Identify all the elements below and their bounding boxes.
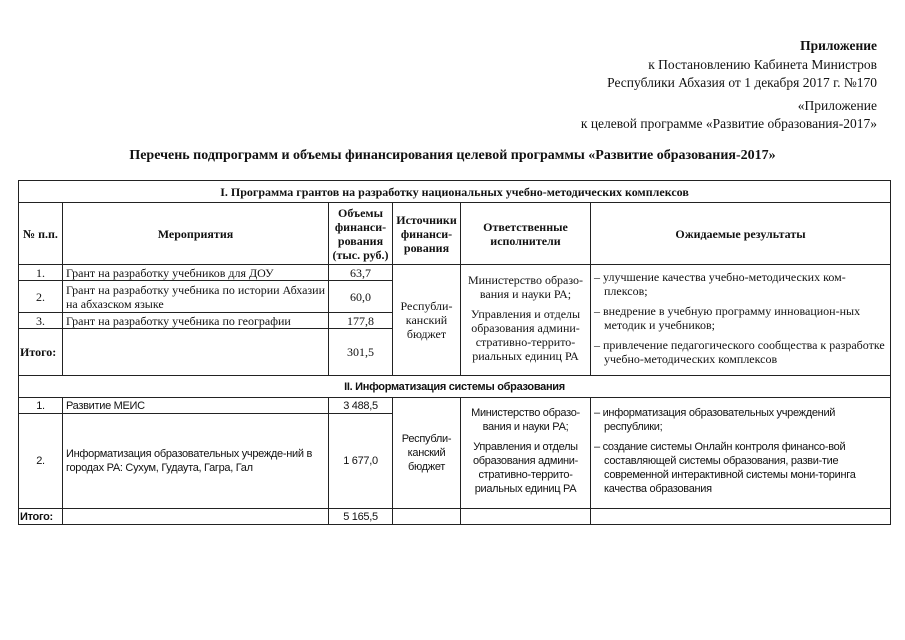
- expected-results: [591, 398, 891, 509]
- table-row: [19, 398, 891, 414]
- funding-source: Республи-канский бюджет: [393, 398, 461, 509]
- row-num: 2.: [19, 281, 63, 313]
- total-label: Итого:: [19, 509, 63, 525]
- expected-results: [591, 265, 891, 376]
- row-num: 2.: [19, 414, 63, 509]
- appendix-heading: Приложение: [800, 38, 877, 53]
- responsible-item: Министерство образо-вания и науки РА;: [471, 407, 580, 433]
- row-amount: 60,0: [329, 281, 393, 313]
- responsible-item: Управления и отделы образования админи-стративно-террито-риальных единиц РА: [470, 307, 581, 363]
- appendix-line: Республики Абхазия от 1 декабря 2017 г. №170: [607, 75, 877, 90]
- row-amount: 1 677,0: [329, 414, 393, 509]
- result-item: – создание системы Онлайн контроля финансо-вой составляющей системы образования, разви-тие современной интерактивной системы мони-торинга качества образования: [594, 441, 856, 495]
- total-label: Итого:: [19, 329, 63, 376]
- result-item: – улучшение качества учебно-методических ком-плексов;: [594, 270, 846, 298]
- result-item: – внедрение в учебную программу инновацион-ных методик и учебников;: [594, 304, 861, 332]
- row-num: 1.: [19, 265, 63, 281]
- appendix-heading-2: «Приложение: [797, 98, 877, 113]
- row-activity: Грант на разработку учебника по географии: [63, 313, 329, 329]
- total-amount: 5 165,5: [329, 509, 393, 525]
- result-item: – информатизация образовательных учреждений республики;: [594, 407, 836, 433]
- section-title: I. Программа грантов на разработку национальных учебно-методических комплексов: [19, 181, 891, 203]
- col-header-source: Источники финанси-рования: [393, 203, 461, 265]
- col-header-activity: Мероприятия: [63, 203, 329, 265]
- row-num: 1.: [19, 398, 63, 414]
- funding-source: Республи-канский бюджет: [393, 265, 461, 376]
- result-item: – привлечение педагогического сообщества к разработке учебно-методических комплексов: [594, 338, 885, 366]
- total-row: [19, 509, 891, 525]
- row-amount: 3 488,5: [329, 398, 393, 414]
- total-amount: 301,5: [329, 329, 393, 376]
- row-amount: 63,7: [329, 265, 393, 281]
- col-header-results: Ожидаемые результаты: [591, 203, 891, 265]
- row-activity: Развитие МЕИС: [63, 398, 329, 414]
- col-header-responsible: Ответственные исполнители: [461, 203, 591, 265]
- responsible-executors: [461, 265, 591, 376]
- table-row: [19, 265, 891, 281]
- col-header-amount: Объемы финанси-рования (тыс. руб.): [329, 203, 393, 265]
- responsible-executors: [461, 398, 591, 509]
- section-title: II. Информатизация системы образования: [19, 376, 891, 398]
- financing-table: [18, 180, 891, 525]
- document-title: Перечень подпрограмм и объемы финансирования целевой программы «Развитие образования-2017»: [129, 148, 776, 163]
- row-activity: Информатизация образовательных учрежде-ний в городах РА: Сухум, Гудаута, Гагра, Гал: [63, 414, 329, 509]
- responsible-item: Управления и отделы образования админи-стративно-террито-риальных единиц РА: [472, 441, 579, 495]
- row-activity: Грант на разработку учебника по истории Абхазии на абхазском языке: [63, 281, 329, 313]
- col-header-num: № п.п.: [19, 203, 63, 265]
- responsible-item: Министерство образо-вания и науки РА;: [467, 273, 584, 301]
- row-activity: Грант на разработку учебников для ДОУ: [63, 265, 329, 281]
- appendix-line: к Постановлению Кабинета Министров: [648, 57, 877, 72]
- row-amount: 177,8: [329, 313, 393, 329]
- appendix-line: к целевой программе «Развитие образования-2017»: [580, 116, 877, 131]
- row-num: 3.: [19, 313, 63, 329]
